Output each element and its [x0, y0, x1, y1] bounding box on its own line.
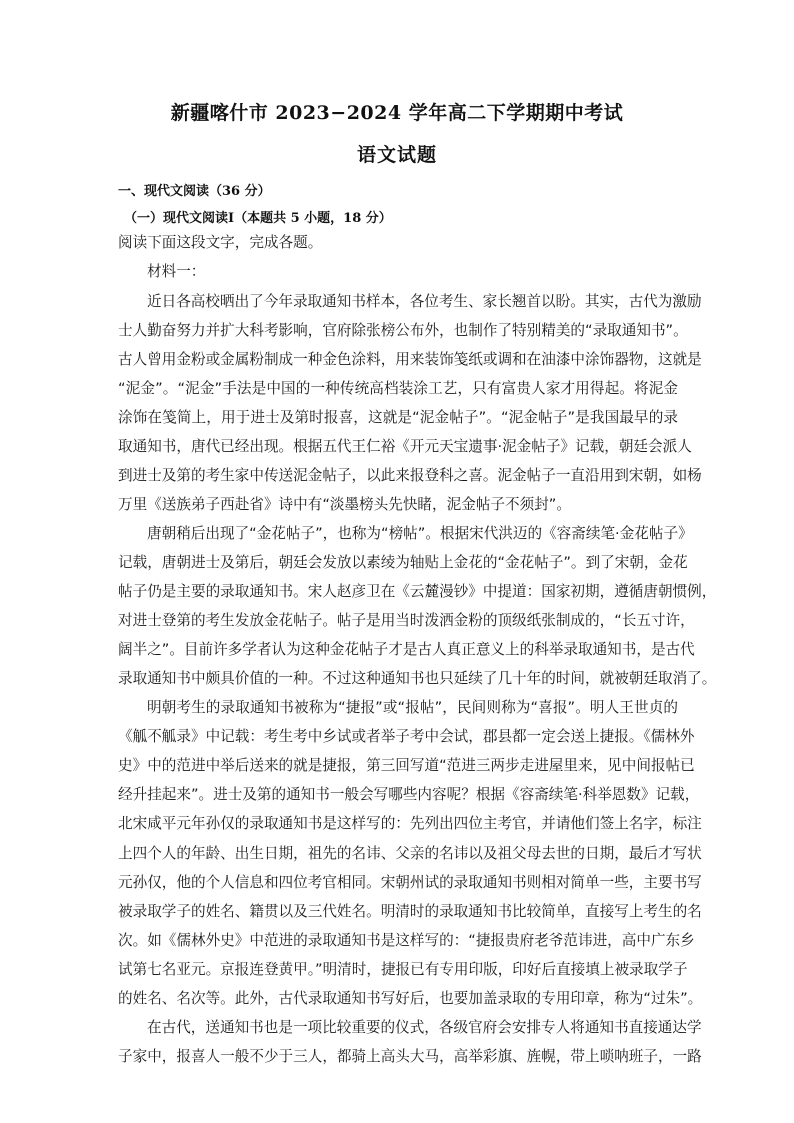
text-line: 元孙仅，他的个人信息和四位考官相同。宋朝州试的录取通知书则相对简单一些，主要书写 — [118, 874, 702, 891]
text-line: 阅读下面这段文字，完成各题。 — [118, 234, 323, 251]
text-line: 经升挂起来”。进士及第的通知书一般会写哪些内容呢？根据《容斋续笔·科举恩数》记载， — [118, 786, 700, 803]
text-line: 录取通知书中颇具价值的一种。不过这种通知书也只延续了几十年的时间，就被朝廷取消了。 — [118, 670, 717, 687]
text-line: 记载，唐朝进士及第后，朝廷会发放以素绫为轴贴上金花的“金花帖子”。到了宋朝，金花 — [118, 554, 688, 571]
text-line: 明朝考生的录取通知书被称为“捷报”或“报帖”，民间则称为“喜报”。明人王世贞的 — [147, 699, 678, 716]
text-line: 在古代，送通知书也是一项比较重要的仪式，各级官府会安排专人将通知书直接通达学 — [147, 1019, 702, 1036]
text-line: 子家中，报喜人一般不少于三人，都骑上高头大马，高举彩旗、旌幌，带上唢呐班子，一路 — [118, 1048, 702, 1065]
text-line: 《觚不觚录》中记载：考生考中乡试或者举子考中会试，郡县都一定会送上捷报。《儒林外 — [118, 728, 695, 745]
text-line: 士人勤奋努力并扩大科考影响，官府除张榜公布外，也制作了特别精美的“录取通知书”。 — [118, 322, 688, 339]
text-line: 阔半之”。目前许多学者认为这种金花帖子才是古人真正意义上的科举录取通知书，是古代 — [118, 641, 695, 658]
text-line: 取通知书，唐代已经出现。根据五代王仁裕《开元天宝遗事·泥金帖子》记载，朝廷会派人 — [118, 438, 692, 455]
text-line: 近日各高校晒出了今年录取通知书样本，各位考生、家长翘首以盼。其实，古代为激励 — [147, 293, 702, 310]
section-heading: 一、现代文阅读（36 分） — [118, 184, 271, 199]
subsection-heading: （一）现代文阅读Ⅰ（本题共 5 小题，18 分） — [124, 211, 392, 226]
text-line: 史》中的范进中举后送来的就是捷报，第三回写道“范进三两步走进屋里来，见中间报帖已 — [118, 757, 695, 774]
text-line: 试第七名亚元。京报连登黄甲。”明清时，捷报已有专用印版，印好后直接填上被录取学子 — [118, 961, 688, 978]
text-line: 涂饰在笺简上，用于进士及第时报喜，这就是“泥金帖子”。“泥金帖子”是我国最早的录 — [118, 409, 678, 426]
text-line: 帖子仍是主要的录取通知书。宋人赵彦卫在《云麓漫钞》中提道：国家初期，遵循唐朝惯例， — [118, 583, 717, 600]
text-line: 被录取学子的姓名、籍贯以及三代姓名。明清时的录取通知书比较简单，直接写上考生的名 — [118, 903, 702, 920]
text-line: 万里《送族弟子西赴省》诗中有“淡墨榜头先快睹，泥金帖子不须封”。 — [118, 496, 571, 513]
page-subtitle: 语文试题 — [356, 144, 437, 166]
text-line: 对进士登第的考生发放金花帖子。帖子是用当时泼洒金粉的顶级纸张制成的，“长五寸许， — [118, 612, 695, 629]
text-line: 的姓名、名次等。此外，古代录取通知书写好后，也要加盖录取的专用印章，称为“过朱”。 — [118, 990, 703, 1007]
text-line: 材料一： — [147, 263, 206, 280]
text-line: 古人曾用金粉或金属粉制成一种金色涂料，用来装饰笺纸或调和在油漆中涂饰器物，这就是 — [118, 351, 702, 368]
page-title: 新疆喀什市 2023−2024 学年高二下学期期中考试 — [170, 102, 624, 124]
text-line: 北宋咸平元年孙仅的录取通知书是这样写的：先列出四位主考官，并请他们签上名字，标注 — [118, 815, 702, 832]
text-line: “泥金”。“泥金”手法是中国的一种传统高档装涂工艺，只有富贵人家才用得起。将泥金 — [118, 380, 678, 397]
text-line: 唐朝稍后出现了“金花帖子”，也称为“榜帖”。根据宋代洪迈的《容斋续笔·金花帖子》 — [147, 525, 693, 542]
text-line: 到进士及第的考生家中传送泥金帖子，以此来报登科之喜。泥金帖子一直沿用到宋朝，如杨 — [118, 467, 702, 484]
text-line: 次。如《儒林外史》中范进的录取通知书是这样写的：“捷报贵府老爷范讳进，高中广东乡 — [118, 932, 695, 949]
text-line: 上四个人的年龄、出生日期，祖先的名讳、父亲的名讳以及祖父母去世的日期，最后才写状 — [118, 845, 702, 862]
